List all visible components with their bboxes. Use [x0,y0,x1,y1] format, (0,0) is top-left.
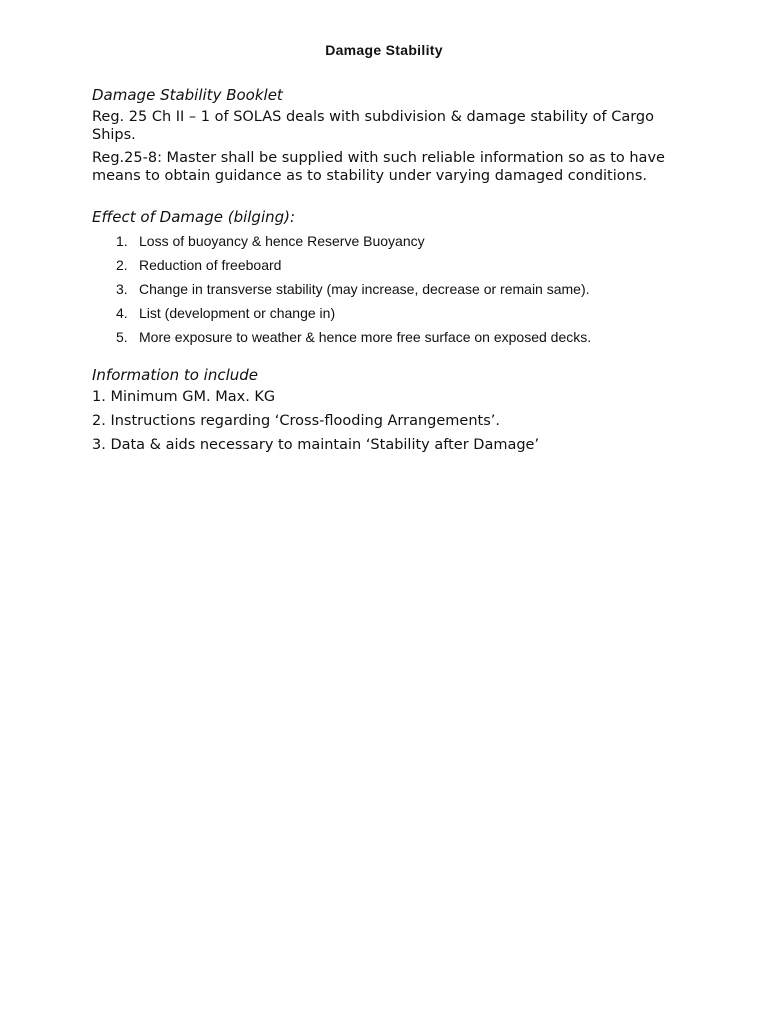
numbered-list [92,233,692,345]
list-item [92,305,692,321]
list-item-text: Change in transverse stability (may increase, decrease or remain same). [139,281,590,297]
list-number: 5. [116,329,128,345]
list-item-text: More exposure to weather & hence more free surface on exposed decks. [139,329,592,345]
list-number: 2. [116,257,128,273]
list-item [92,233,692,249]
paragraph: Reg.25-8: Master shall be supplied with such reliable information so as to have means to obtain guidance as to stability under varying damaged conditions. [92,150,665,184]
list-item-text: List (development or change in) [139,305,336,321]
section-heading: Damage Stability Booklet [92,86,283,104]
section-information-to-include [92,365,692,454]
section-heading: Effect of Damage (bilging): [92,208,296,226]
list-number: 1. [116,233,128,249]
list-item [92,329,692,345]
list-item: 2. Instructions regarding ‘Cross-flooding Arrangements’. [92,413,500,429]
list-item: 3. Data & aids necessary to maintain ‘Stability after Damage’ [92,437,540,453]
list-item: 1. Minimum GM. Max. KG [92,389,276,405]
list-number: 4. [116,305,128,321]
section-effect-of-damage [92,207,692,345]
list-item [92,257,692,273]
section-heading: Information to include [92,366,259,384]
list-number: 3. [116,281,128,297]
list-item-text: Reduction of freeboard [139,257,282,273]
page-title: Damage Stability [325,42,443,58]
list-item-text: Loss of buoyancy & hence Reserve Buoyancy [139,233,425,249]
document-body [92,85,692,461]
paragraph: Reg. 25 Ch II – 1 of SOLAS deals with subdivision & damage stability of Cargo Ships. [92,109,654,143]
section-damage-stability-booklet [92,85,692,185]
list-item [92,281,692,297]
